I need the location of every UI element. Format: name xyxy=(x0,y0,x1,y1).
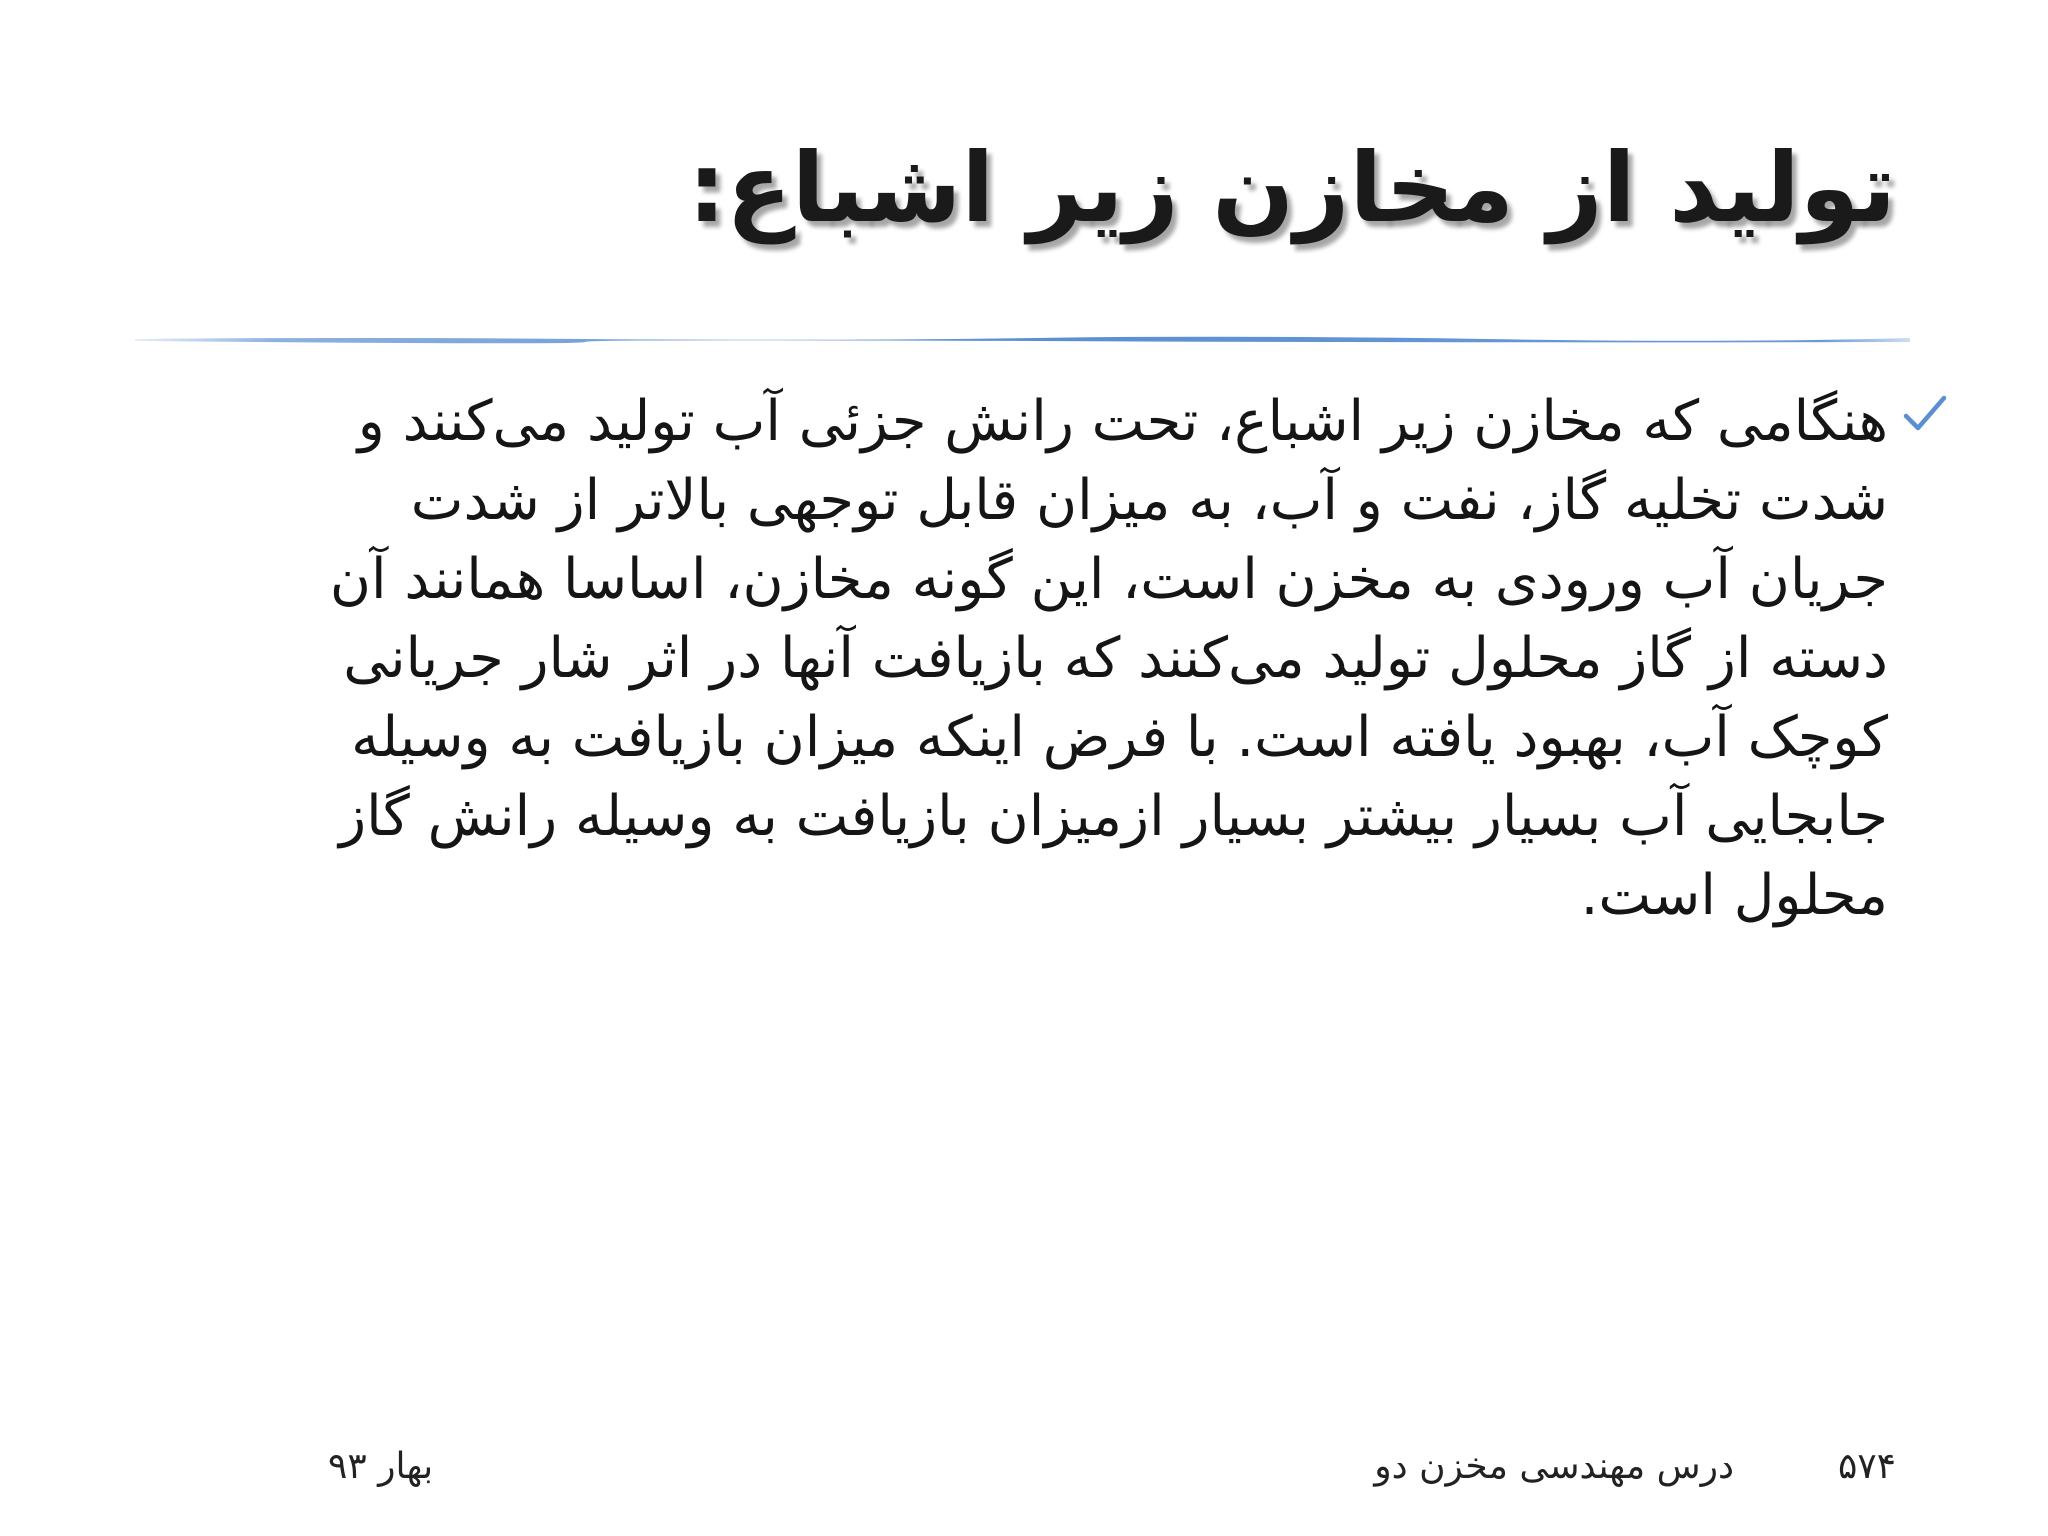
paragraph-line: هنگامی که مخازن زیر اشباع، تحت رانش جزئی آب تولید می‌کنند و xyxy=(357,389,1888,454)
paragraph-line: جریان آب ورودی به مخزن است، این گونه مخازن، اساسا همانند آن xyxy=(329,547,1888,612)
footer-page-number: ۵۷۴ xyxy=(1837,1446,1896,1487)
paragraph-line: دسته از گاز محلول تولید می‌کنند که بازیافت آنها در اثر شار جریانی xyxy=(343,626,1888,691)
content-block xyxy=(176,382,1896,935)
paragraph-line: محلول است. xyxy=(1580,863,1888,928)
footer-date: بهار ۹۳ xyxy=(328,1446,434,1487)
title-divider xyxy=(135,334,1910,344)
paragraph-line: کوچک آب، بهبود یافته است. با فرض اینکه میزان بازیافت به وسیله xyxy=(351,705,1888,770)
slide-title: تولید از مخازن زیر اشباع: xyxy=(687,132,1896,244)
paragraph-line: جابجایی آب بسیار بیشتر بسیار ازمیزان بازیافت به وسیله رانش گاز xyxy=(339,784,1888,849)
footer-course-name: درس مهندسی مخزن دو xyxy=(1374,1446,1734,1487)
paragraph-line: شدت تخلیه گاز، نفت و آب، به میزان قابل توجهی بالاتر از شدت xyxy=(410,468,1888,533)
checkmark-icon xyxy=(1900,390,1948,438)
bullet-paragraph xyxy=(176,382,1896,935)
